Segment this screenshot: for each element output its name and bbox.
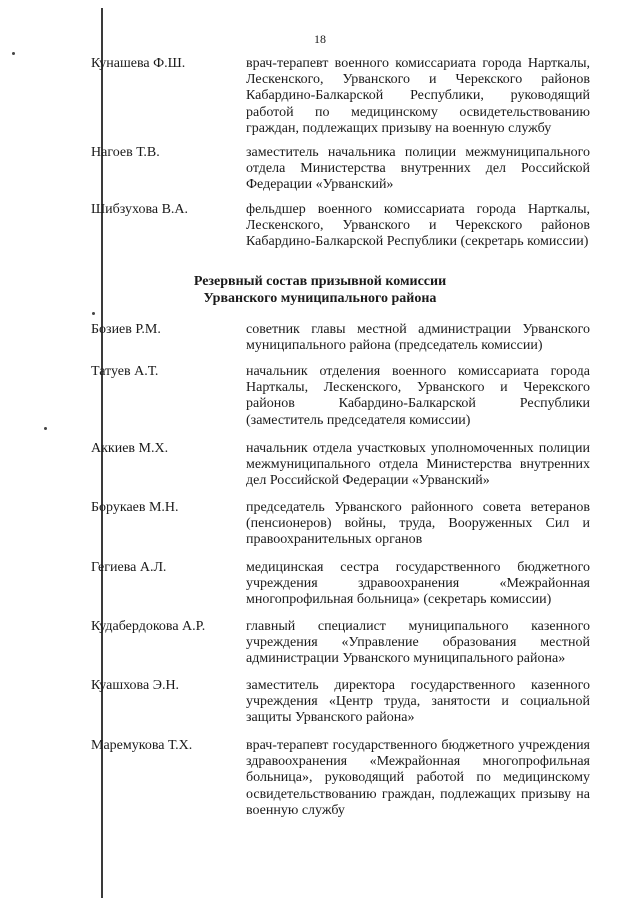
member-name: Нагоев Т.В. — [91, 145, 160, 160]
reserve-section-heading — [0, 273, 640, 307]
member-name: Татуев А.Т. — [91, 364, 159, 379]
member-name: Кудабердокова А.Р. — [91, 619, 206, 634]
member-description: врач-терапевт государственного бюджетного учреждения здравоохранения «Межрайонная многопрофильная больница», руководящий работой по медицинскому освидетельствованию граждан, подлежащих призыву на военную службу — [246, 738, 590, 818]
member-description: врач-терапевт военного комиссариата города Нарткалы, Лескенского, Урванского и Черекского районов Кабардино-Балкарской Республики, руководящий работой по медицинскому освидетельствованию граждан, подлежащих призыву на военную службу — [246, 56, 590, 136]
member-name: Аккиев М.Х. — [91, 441, 169, 456]
scan-speck — [44, 427, 47, 430]
member-name: Куашхова Э.Н. — [91, 678, 180, 693]
heading-line: Резервный состав призывной комиссии — [193, 274, 447, 289]
member-name: Гегиева А.Л. — [91, 560, 167, 575]
member-name: Маремукова Т.Х. — [91, 738, 193, 753]
member-description: фельдшер военного комиссариата города Нарткалы, Лескенского, Урванского и Черекского районов Кабардино-Балкарской Республики (секретарь комиссии) — [246, 202, 590, 250]
member-description: заместитель начальника полиции межмуниципального отдела Министерства внутренних дел Российской Федерации «Урванский» — [246, 145, 590, 193]
member-name: Шибзухова В.А. — [91, 202, 189, 217]
heading-line: Урванского муниципального района — [203, 291, 437, 306]
member-description: советник главы местной администрации Урванского муниципального района (председатель комиссии) — [246, 322, 590, 354]
member-description: медицинская сестра государственного бюджетного учреждения здравоохранения «Межрайонная многопрофильная больница» (секретарь комиссии) — [246, 560, 590, 608]
member-description: начальник отделения военного комиссариата города Нарткалы, Лескенского, Урванского и Черекского районов Кабардино-Балкарской Республики (заместитель председателя комиссии) — [246, 364, 590, 428]
member-description: председатель Урванского районного совета ветеранов (пенсионеров) войны, труда, Вооруженных Сил и правоохранительных органов — [246, 500, 590, 548]
scan-speck — [12, 52, 15, 55]
page-number: 18 — [314, 32, 326, 46]
member-name: Кунашева Ф.Ш. — [91, 56, 186, 71]
member-name: Борукаев М.Н. — [91, 500, 179, 515]
member-name: Бозиев Р.М. — [91, 322, 161, 337]
member-description: заместитель директора государственного казенного учреждения «Центр труда, занятости и социальной защиты Урванского района» — [246, 678, 590, 726]
member-description: главный специалист муниципального казенного учреждения «Управление образования местной администрации Урванского муниципального района» — [246, 619, 590, 667]
scan-speck — [92, 312, 95, 315]
member-description: начальник отдела участковых уполномоченных полиции межмуниципального отдела Министерства внутренних дел Российской Федерации «Урванский» — [246, 441, 590, 489]
